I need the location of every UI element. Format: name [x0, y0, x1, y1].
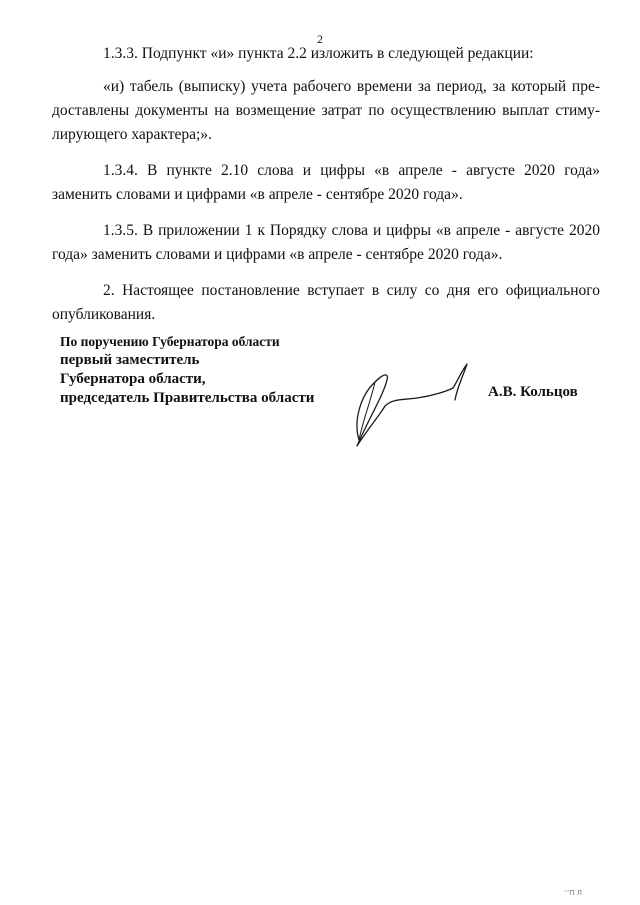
paragraph-2: 2. Настоящее постановление вступает в силу со дня его официального опубликования.	[52, 282, 600, 323]
document-body	[52, 42, 600, 339]
signatory-name: А.В. Кольцов	[488, 384, 578, 400]
signature-title-line-1: первый заместитель	[60, 352, 200, 368]
paragraph-1-3-5: 1.3.5. В приложении 1 к Порядку слова и цифры «в апреле - августе 2020 года» заменить словами и цифрами «в апреле - сентябре 2020 года».	[52, 222, 600, 263]
paragraph-subitem-i: «и) табель (выписку) учета рабочего времени за период, за который предоставлены документы на возмещение затрат по осуществлению выплат стимулирующего характера;».	[52, 78, 600, 143]
signature-title-line-3: председатель Правительства области	[60, 390, 315, 406]
paragraph-1-3-4: 1.3.4. В пункте 2.10 слова и цифры «в апреле - августе 2020 года» заменить словами и цифрами «в апреле - сентябре 2020 года».	[52, 162, 600, 203]
paragraph-1-3-3: 1.3.3. Подпункт «и» пункта 2.2 изложить в следующей редакции:	[103, 45, 534, 62]
handwritten-signature	[345, 360, 485, 450]
signature-title-line-2: Губернатора области,	[60, 371, 206, 387]
signature-authority-line: По поручению Губернатора области	[60, 334, 280, 349]
page-number: 2	[317, 32, 323, 46]
footer-mark: ‘’П Л	[564, 889, 582, 897]
